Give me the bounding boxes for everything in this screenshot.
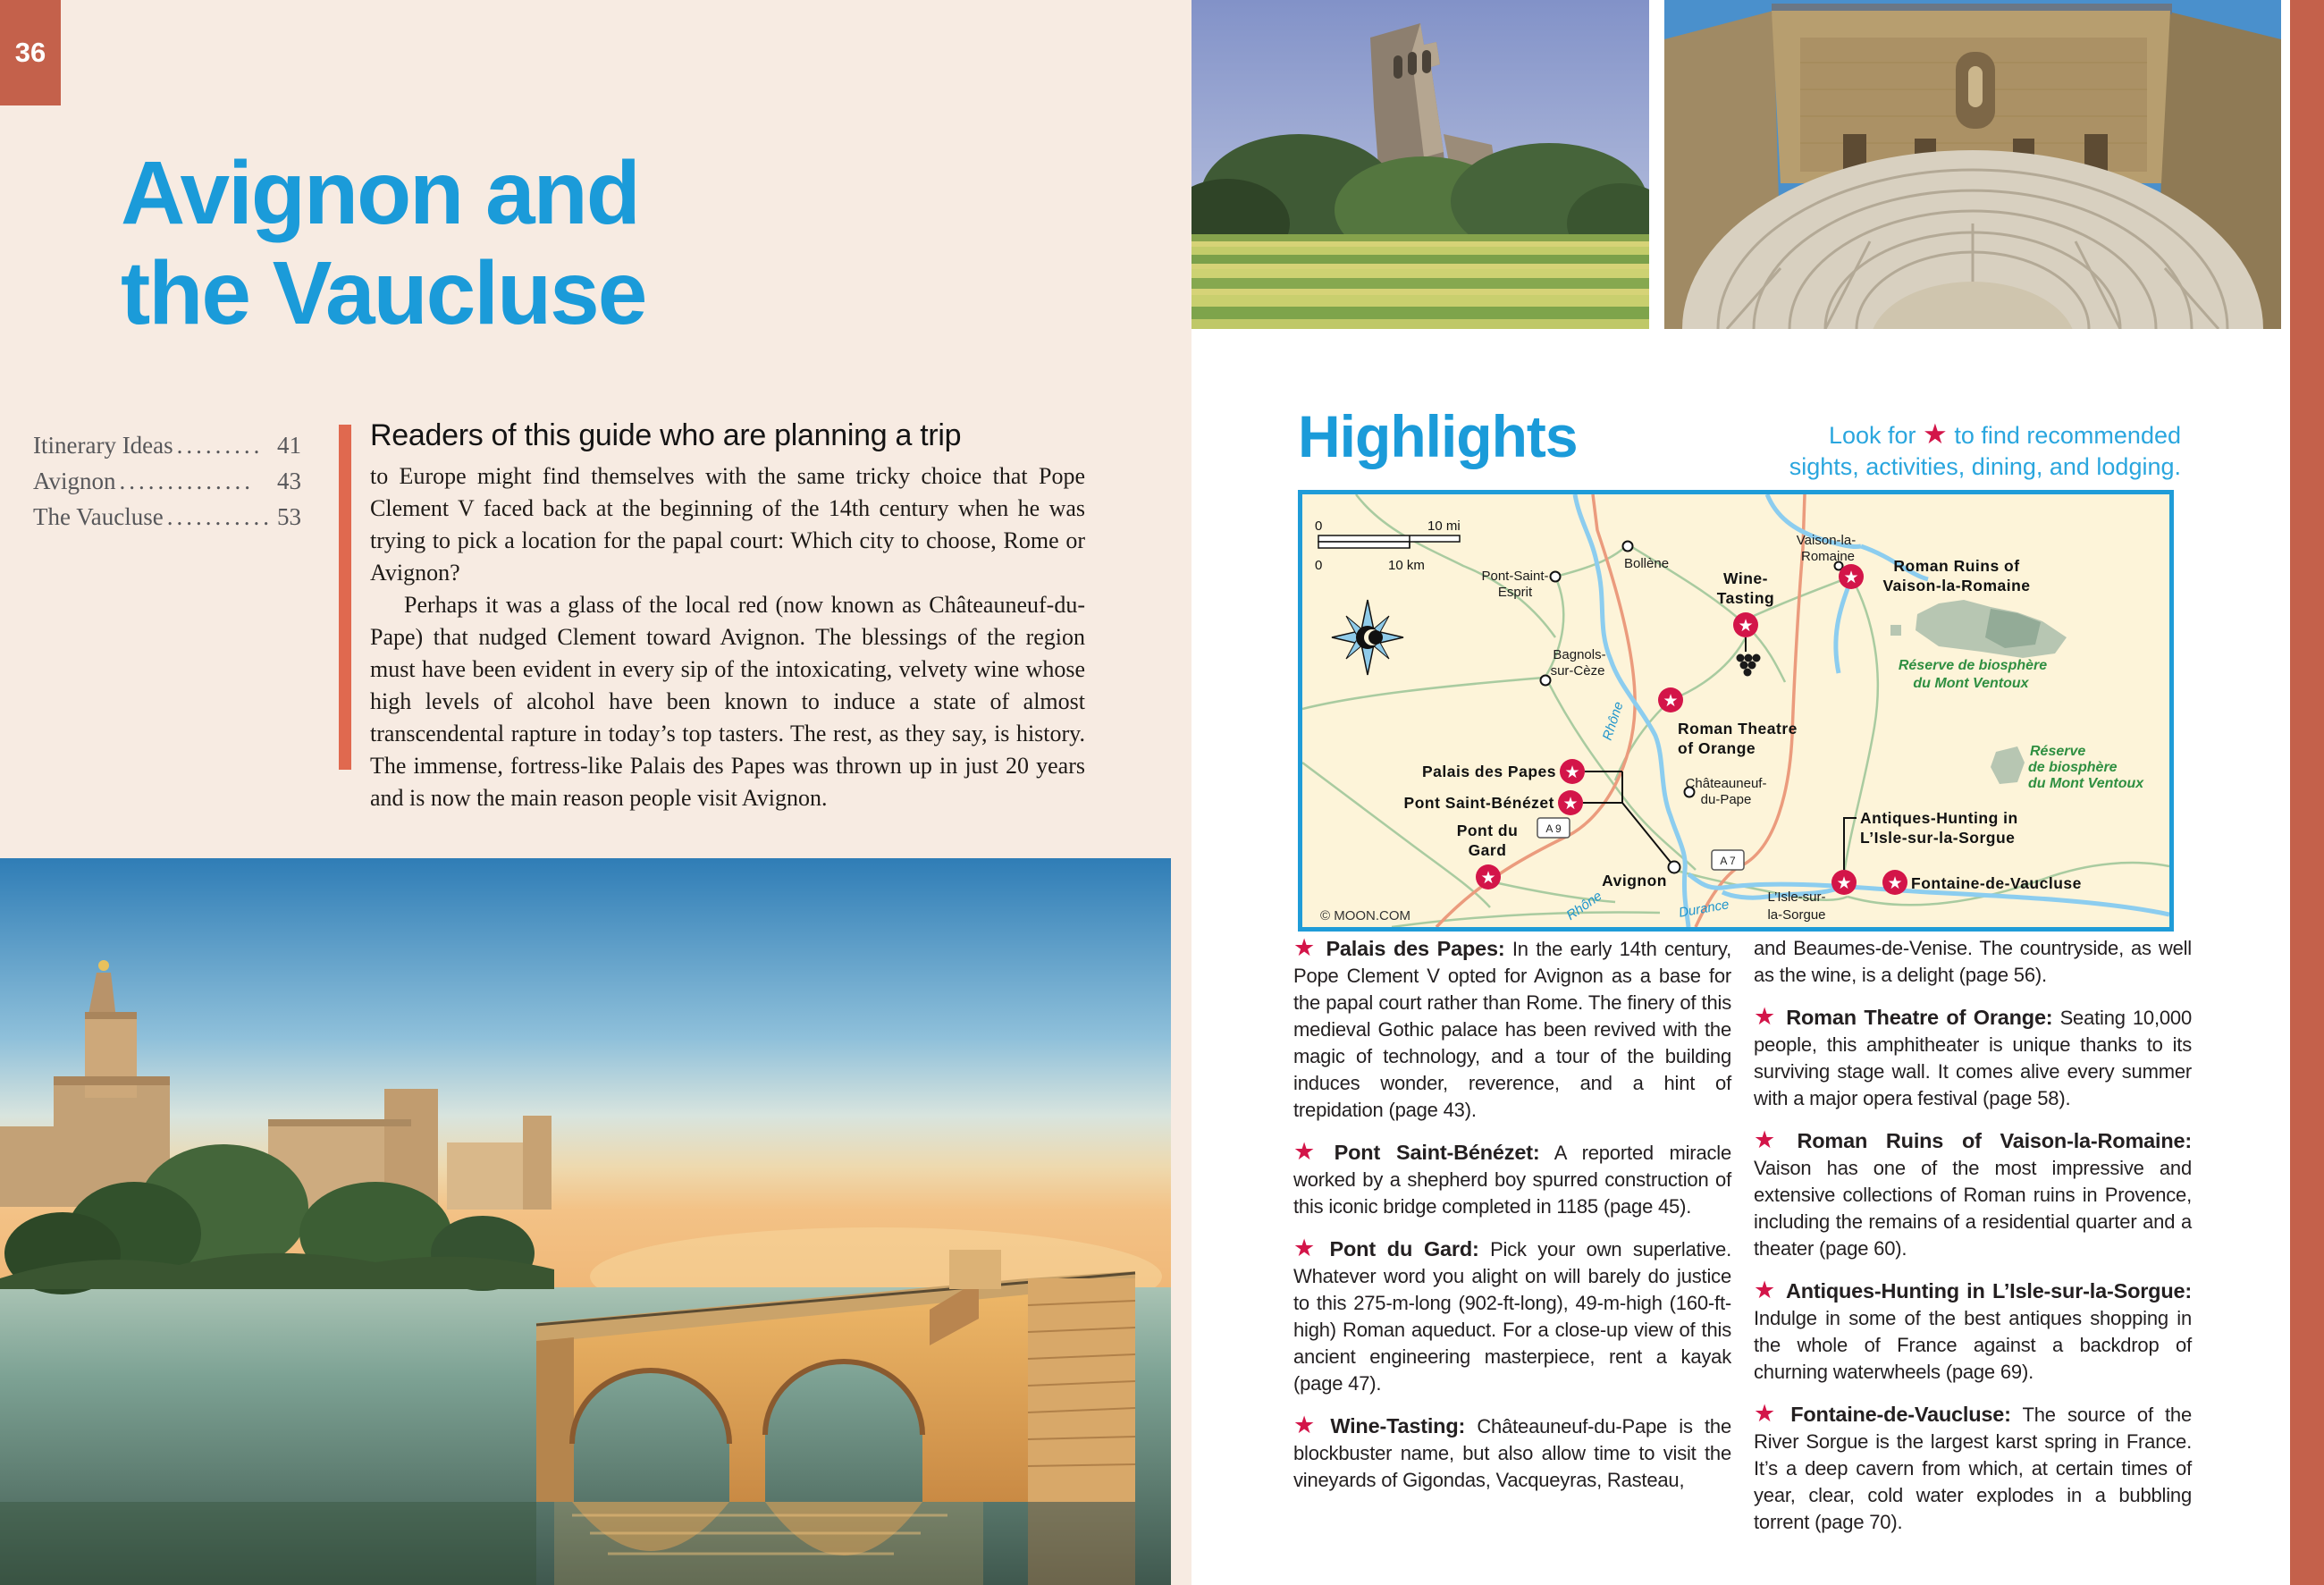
chapter-title-line2: the Vaucluse: [121, 243, 646, 343]
toc-label: The Vaucluse: [33, 503, 164, 530]
svg-text:★: ★: [1836, 874, 1852, 893]
highlights-column-2: [1754, 935, 2192, 1551]
toc-row-avignon: [33, 463, 301, 499]
town-bagnols-line2: sur-Cèze: [1550, 663, 1605, 679]
star-marker-ruins: [1839, 564, 1864, 589]
compass-icon: [1332, 600, 1403, 675]
intro-paragraph-1: to Europe might find themselves with the same tricky choice that Pope Clement V faced back at the beginning of the 14th century when he was trying to pick a location for the papal court: Which city to choose, Rome or Avignon?: [370, 463, 1085, 586]
entry-title: Wine-Tasting:: [1330, 1414, 1466, 1437]
page-number: 36: [14, 37, 46, 68]
entry-title: Roman Theatre of Orange:: [1786, 1006, 2053, 1029]
map-scale-bar: [1315, 518, 1461, 573]
town-lisle-line2: la-Sorgue: [1767, 907, 1826, 923]
scale-mi-zero: 0: [1315, 518, 1323, 534]
entry-body: Pick your own superlative. Whatever word you alight on will barely do justice to this 275-m-long (902-ft-long), 49-m-high (160-ft-high) Roman aqueduct. For a close-up view of this ancient engineering masterpiece, rent a kayak (page 47).: [1293, 1238, 1731, 1395]
star-icon: ★: [1754, 1126, 1789, 1153]
star-icon: ★: [1293, 934, 1318, 961]
river-rhone-lower: Rhône: [1563, 888, 1605, 923]
svg-text:★: ★: [1480, 869, 1496, 888]
star-marker-palais: [1560, 759, 1585, 784]
page-number-badge: [0, 0, 61, 105]
toc-row-vaucluse: [33, 499, 301, 535]
poi-theatre-line2: of Orange: [1678, 739, 1756, 757]
toc-dot-leader: ...........: [166, 503, 273, 530]
reserve-label-2-line3: du Mont Ventoux: [2028, 776, 2144, 791]
reserve-label-2-line2: de biosphère: [2028, 760, 2118, 775]
look-for-prefix: Look for: [1828, 422, 1916, 449]
reserve-label-1-line1: Réserve de biosphère: [1898, 658, 2048, 673]
svg-text:★: ★: [1887, 874, 1903, 893]
svg-text:★: ★: [1663, 692, 1679, 711]
star-icon: ★: [1293, 1138, 1326, 1165]
toc-row-itinerary: [33, 427, 301, 463]
town-vaison-line1: Vaison-la-: [1796, 533, 1857, 548]
highlight-entry-antiques: [1754, 1277, 2192, 1386]
star-marker-benezet: [1558, 790, 1583, 815]
entry-body: The source of the River Sorgue is the largest karst spring in France. It’s a deep cavern from which, at certain times of year, clear, cold water explodes in a bubbling torrent (page 70).: [1754, 1404, 2192, 1533]
toc-dot-leader: .........: [176, 432, 264, 459]
highlight-entry-palais: [1293, 935, 1731, 1124]
look-for-note: [1743, 418, 2181, 483]
svg-text:★: ★: [1564, 763, 1580, 782]
look-for-suffix: to find recommended: [1954, 422, 2181, 449]
chapter-title: [121, 143, 645, 343]
poi-gard-line2: Gard: [1468, 841, 1507, 859]
entry-body: A reported miracle worked by a shepherd boy spurred construction of this iconic bridge completed in 1185 (page 45).: [1293, 1142, 1731, 1218]
scale-km-label: 10 km: [1388, 558, 1425, 573]
reserve-label-1-line2: du Mont Ventoux: [1913, 676, 2029, 691]
star-icon: ★: [1754, 1277, 1777, 1303]
town-chateauneuf-line2: du-Pape: [1700, 792, 1752, 807]
town-avignon: Avignon: [1602, 872, 1667, 889]
shield-a9: A 9: [1545, 822, 1562, 835]
highlight-entry-gard: [1293, 1235, 1731, 1397]
poi-antiques-line1: Antiques-Hunting in: [1860, 809, 2018, 827]
poi-theatre-line1: Roman Theatre: [1678, 720, 1798, 738]
town-pont-saint-esprit-line1: Pont-Saint-: [1481, 569, 1549, 584]
highlight-entry-benezet: [1293, 1139, 1731, 1220]
star-icon: ★: [1293, 1235, 1321, 1261]
intro-lead: Readers of this guide who are planning a trip: [370, 418, 962, 452]
entry-body: Vaison has one of the most impressive and extensive collections of Roman ruins in Provence, including the remains of a residential quarter and a theater (page 60).: [1754, 1157, 2192, 1260]
entry-body: Châteauneuf-du-Pape is the blockbuster name, but also allow time to visit the vineyards of Gigondas, Vacqueyras, Rasteau,: [1293, 1415, 1731, 1491]
town-bollene: Bollène: [1624, 556, 1670, 571]
poi-antiques-line2: L’Isle-sur-la-Sorgue: [1860, 829, 2016, 847]
svg-text:★: ★: [1562, 795, 1579, 814]
toc-label: Avignon: [33, 468, 116, 494]
highlights-map: [1298, 490, 2174, 932]
look-for-line2: sights, activities, dining, and lodging.: [1789, 453, 2181, 480]
poi-fontaine: Fontaine-de-Vaucluse: [1911, 874, 2082, 892]
svg-text:★: ★: [1843, 569, 1859, 587]
toc-page: 43: [277, 468, 301, 494]
intro-text: [370, 418, 1085, 814]
map-canvas: [1302, 494, 2169, 927]
river-durance: Durance: [1677, 897, 1730, 921]
poi-wine-line2: Tasting: [1716, 589, 1775, 607]
star-marker-fontaine: [1882, 870, 1907, 895]
poi-gard-line1: Pont du: [1456, 822, 1519, 839]
page-edge-band: [2290, 0, 2324, 1585]
highlight-entry-theatre: [1754, 1004, 2192, 1112]
toc-page: 53: [277, 503, 301, 530]
star-icon: ★: [1923, 418, 1948, 450]
photo-chateauneuf-tower: [1191, 0, 1649, 329]
reserve-label-2-line1: Réserve: [2030, 744, 2086, 759]
town-vaison-line2: Romaine: [1800, 549, 1856, 564]
entry-title: Antiques-Hunting in L’Isle-sur-la-Sorgue:: [1785, 1279, 2192, 1303]
photo-pont-saint-benezet: [0, 858, 1171, 1585]
map-credit: © MOON.COM: [1320, 908, 1411, 923]
intro-accent-bar: [339, 425, 351, 770]
photo-roman-theatre: [1664, 0, 2281, 329]
highlight-entry-wine: [1293, 1412, 1731, 1494]
entry-title: Pont Saint-Bénézet:: [1334, 1141, 1540, 1164]
entry-title: Roman Ruins of Vaison-la-Romaine:: [1797, 1129, 2192, 1152]
highlight-entry-fontaine: [1754, 1401, 2192, 1536]
entry-body: In the early 14th century, Pope Clement V opted for Avignon as a base for the papal court rather than Rome. The finery of this medieval Gothic palace has been revived with the magic of technology, and a tour of the building induces wonder, reverence, and a hint of trepidation (page 43).: [1293, 938, 1731, 1121]
star-marker-orange: [1658, 687, 1683, 712]
star-marker-wine: [1733, 612, 1758, 637]
highlight-entry-ruins: [1754, 1127, 2192, 1262]
star-marker-gard: [1476, 864, 1501, 889]
star-icon: ★: [1293, 1412, 1322, 1438]
town-lisle-line1: L’Isle-sur-: [1767, 889, 1826, 905]
toc-page: 41: [277, 432, 301, 459]
town-chateauneuf-line1: Châteauneuf-: [1685, 776, 1767, 791]
poi-wine-line1: Wine-: [1723, 569, 1768, 587]
scale-mi-label: 10 mi: [1427, 518, 1461, 534]
highlights-column-1: [1293, 935, 1731, 1509]
grapes-icon: [1737, 654, 1761, 677]
poi-ruins-line2: Vaison-la-Romaine: [1882, 577, 2031, 594]
svg-text:★: ★: [1738, 617, 1754, 636]
highlights-heading: Highlights: [1298, 403, 1578, 469]
star-icon: ★: [1754, 1003, 1778, 1030]
map-reserves: [1890, 600, 2144, 791]
intro-paragraph-2: Perhaps it was a glass of the local red (now known as Châteauneuf-du-Pape) that nudged Clement toward Avignon. The blessings of the region must have been evident in every sip of the intoxicating, velvety wine whose high levels of alcohol have been known to induce a state of almost transcendental rapture in today’s top tasters. The rest, as they say, is history. The immense, fortress-like Palais des Papes was thrown up in just 20 years and is now the main reason people visit Avignon.: [370, 592, 1085, 811]
entry-body: Indulge in some of the best antiques shopping in the whole of France against a backdrop of churning waterwheels (page 69).: [1754, 1307, 2192, 1383]
poi-ruins-line1: Roman Ruins of: [1893, 557, 2020, 575]
poi-benezet: Pont Saint-Bénézet: [1403, 794, 1554, 812]
star-marker-lisle: [1831, 870, 1857, 895]
entry-body: and Beaumes-de-Venise. The countryside, as well as the wine, is a delight (page 56).: [1754, 937, 2192, 986]
entry-title: Pont du Gard:: [1329, 1237, 1479, 1260]
river-rhone: Rhône: [1599, 699, 1627, 743]
shield-a7: A 7: [1720, 855, 1736, 867]
entry-body: Seating 10,000 people, this amphitheater is unique thanks to its surviving stage wall. It comes alive every summer with a major opera festival (page 58).: [1754, 1007, 2192, 1109]
toc-dot-leader: ..............: [119, 468, 254, 494]
town-pont-saint-esprit-line2: Esprit: [1497, 585, 1533, 600]
star-icon: ★: [1754, 1400, 1782, 1427]
scale-km-zero: 0: [1315, 558, 1323, 573]
chapter-title-line1: Avignon and: [121, 143, 639, 243]
toc-label: Itinerary Ideas: [33, 432, 173, 459]
table-of-contents: [33, 427, 301, 535]
entry-title: Fontaine-de-Vaucluse:: [1790, 1403, 2011, 1426]
entry-title: Palais des Papes:: [1326, 937, 1505, 960]
town-bagnols-line1: Bagnols-: [1553, 647, 1606, 662]
highlight-entry-wine-continued: [1754, 935, 2192, 989]
poi-palais: Palais des Papes: [1421, 763, 1556, 780]
